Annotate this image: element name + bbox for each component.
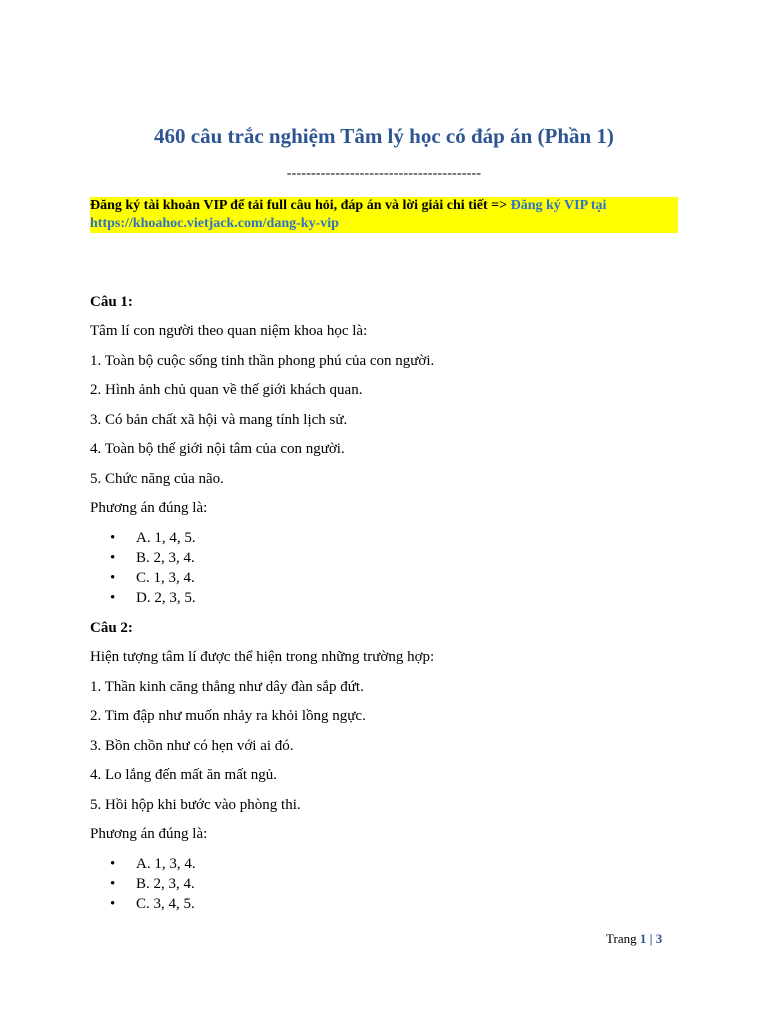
vip-banner [90,197,678,233]
answer-prompt: Phương án đúng là: [90,500,208,516]
option-text: B. 2, 3, 4. [136,876,195,892]
bullet-icon: • [110,856,116,872]
document-title: 460 câu trắc nghiệm Tâm lý học có đáp án (Phần 1) [154,124,614,148]
question-label: Câu 2: [90,620,133,636]
answer-prompt: Phương án đúng là: [90,826,208,842]
answer-option [110,570,195,587]
statement: 4. Lo lắng đến mất ăn mất ngủ. [90,767,278,783]
option-text: D. 2, 3, 5. [136,590,196,606]
option-text: A. 1, 4, 5. [136,530,196,546]
bullet-icon: • [110,896,116,912]
page-label: Trang [606,931,637,946]
question-prompt: Hiện tượng tâm lí được thể hiện trong những trường hợp: [90,649,435,665]
title-divider: ---------------------------------------- [286,166,482,181]
page-separator: | [649,931,653,946]
statement: 2. Tim đập như muốn nhảy ra khỏi lồng ngực. [90,708,366,724]
statement: 3. Bồn chồn như có hẹn với ai đó. [90,738,294,754]
option-text: A. 1, 3, 4. [136,856,196,872]
answer-option [110,876,195,893]
answer-option [110,530,196,547]
page-footer [606,931,662,947]
banner-link-url[interactable]: https://khoahoc.vietjack.com/dang-ky-vip [90,216,339,231]
question-prompt: Tâm lí con người theo quan niệm khoa học là: [90,323,368,339]
answer-option [110,896,195,913]
question-label: Câu 1: [90,294,133,310]
current-page: 1 [639,931,647,946]
answer-option [110,856,196,873]
bullet-icon: • [110,570,116,586]
total-pages: 3 [655,931,663,946]
option-text: C. 1, 3, 4. [136,570,195,586]
bullet-icon: • [110,876,116,892]
answer-option [110,550,195,567]
banner-link-label[interactable]: Đăng ký VIP tại [510,198,607,213]
bullet-icon: • [110,550,116,566]
answer-option [110,590,196,607]
banner-text: Đăng ký tài khoản VIP để tải full câu hỏi, đáp án và lời giải chi tiết => [90,198,511,213]
statement: 1. Toàn bộ cuộc sống tinh thần phong phú của con người. [90,353,435,369]
bullet-icon: • [110,530,116,546]
statement: 3. Có bản chất xã hội và mang tính lịch sử. [90,412,348,428]
option-text: B. 2, 3, 4. [136,550,195,566]
option-text: C. 3, 4, 5. [136,896,195,912]
statement: 5. Chức năng của não. [90,471,224,487]
statement: 1. Thần kinh căng thẳng như dây đàn sắp đứt. [90,679,364,695]
bullet-icon: • [110,590,116,606]
statement: 4. Toàn bộ thế giới nội tâm của con người. [90,441,345,457]
statement: 5. Hồi hộp khi bước vào phòng thi. [90,797,301,813]
statement: 2. Hình ảnh chủ quan về thế giới khách quan. [90,382,363,398]
